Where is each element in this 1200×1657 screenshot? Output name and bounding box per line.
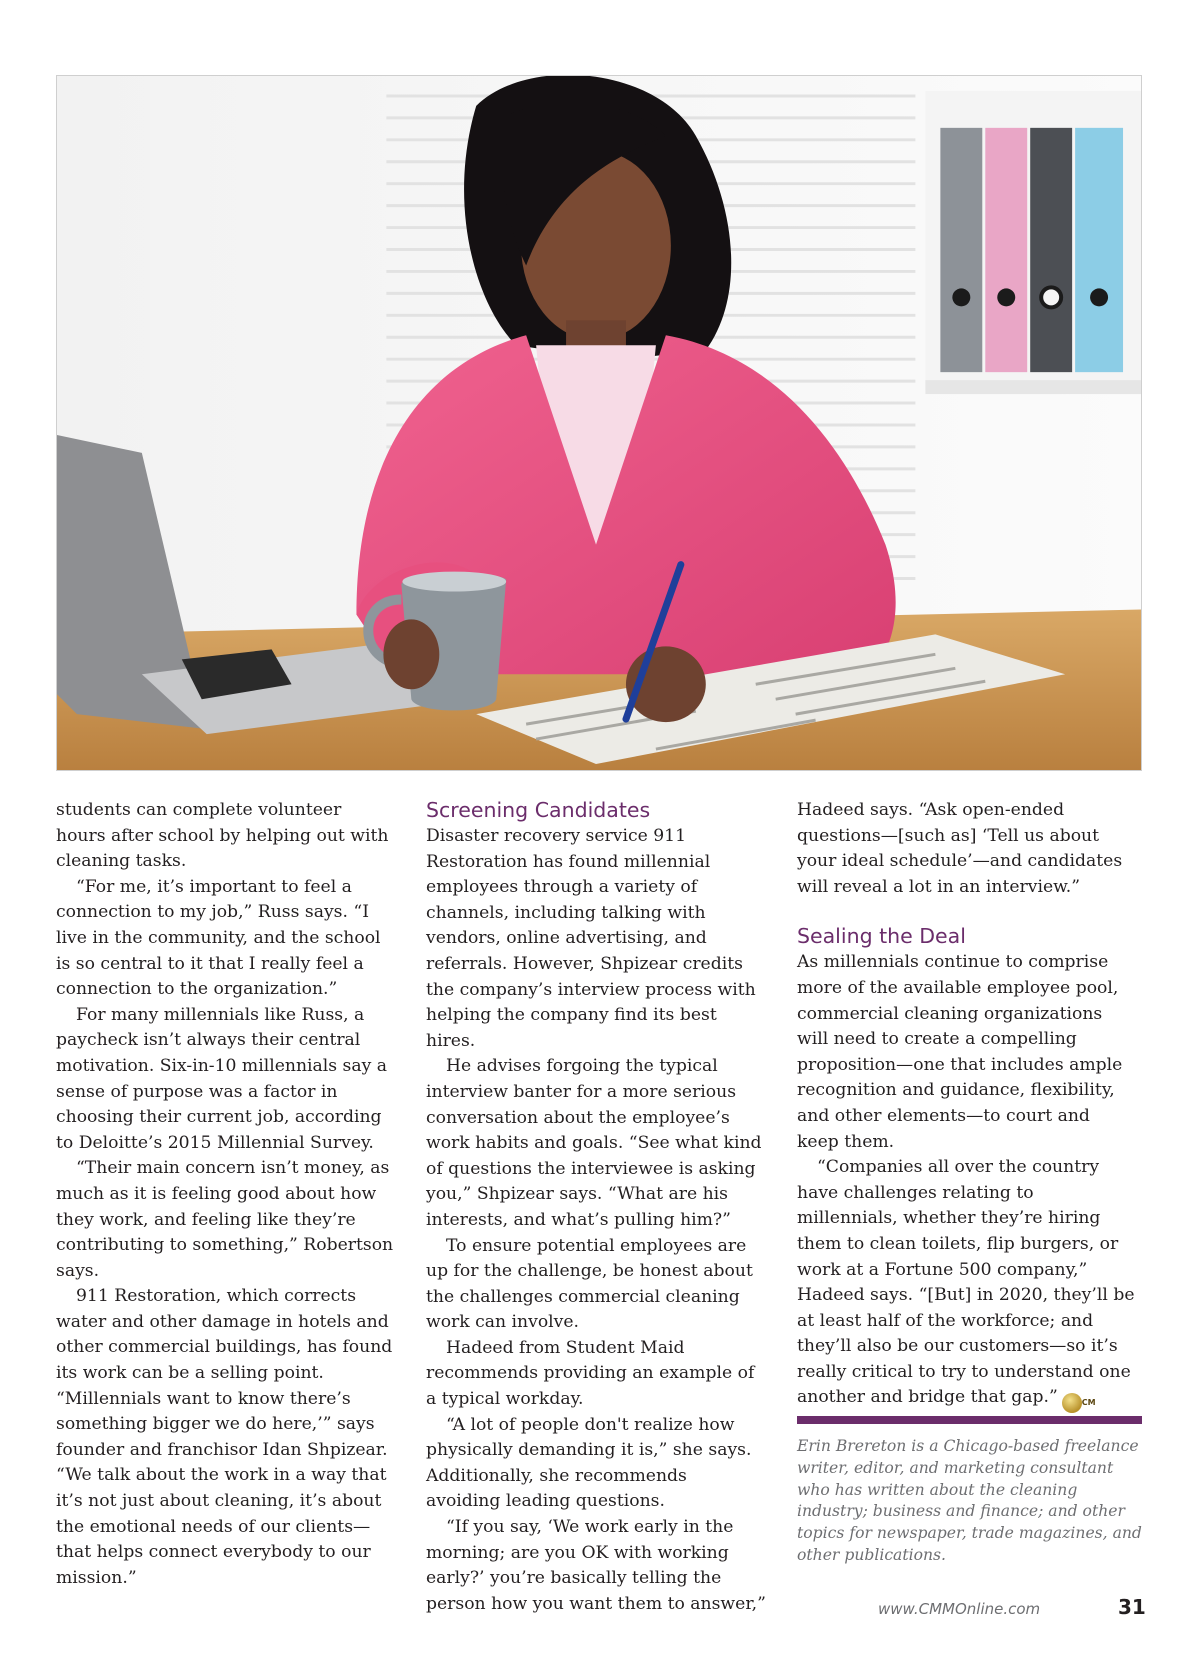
section-heading-sealing: Sealing the Deal	[797, 924, 966, 949]
bio-divider	[797, 1416, 1142, 1424]
section-heading-screening: Screening Candidates	[426, 798, 651, 822]
paragraph: 911 Restoration, which corrects water and other damage in hotels and other commercial buildings, has found its work can be a selling point. “Millennials want to know there’s something bigger we do here,’” says founder and franchisor Idan Shpizear. “We talk about the work in a way that it’s not just about cleaning, it’s about the emotional needs of our clients—that helps connect everybody to our mission.”	[56, 1286, 393, 1588]
paragraph: “Their main concern isn’t money, as much as it is feeling good about how they work, and feeling like they’re contributing to something,” Robertson says.	[56, 1158, 394, 1281]
paragraph: Hadeed says. “Ask open-ended questions—[such as] ‘Tell us about your ideal schedule’—and candidates will reveal a lot in an interview.”	[797, 800, 1123, 897]
paragraph: students can complete volunteer hours after school by helping out with cleaning tasks.	[56, 800, 389, 872]
footer-url: www.CMMOnline.com	[878, 1600, 1041, 1618]
paragraph: “For me, it’s important to feel a connection to my job,” Russ says. “I live in the community, and the school is so central to it that I really feel a connection to the organization.”	[56, 876, 381, 1000]
paragraph: For many millennials like Russ, a paycheck isn’t always their central motivation. Six-in-10 millennials say a sense of purpose was a factor in choosing their current job, according to Deloitte’s 2015 Millennial Survey.	[56, 1004, 388, 1153]
paragraph-final	[797, 1155, 1137, 1413]
paragraph: “If you say, ‘We work early in the morning; are you OK with working early?’ you’re basically telling the person how you want them to answer,”	[426, 1517, 766, 1614]
paragraph: Disaster recovery service 911 Restoration has found millennial employees through a variety of channels, including talking with vendors, online advertising, and referrals. However, Shpizear credits the company’s interview process with helping the company find its best hires.	[426, 826, 756, 1051]
author-bio	[797, 1436, 1142, 1567]
author-bio-text: Erin Brereton is a Chicago-based freelance writer, editor, and marketing consultant who has written about the cleaning industry; business and finance; and other topics for newspaper, trade magazines, and other publications.	[797, 1437, 1142, 1564]
paragraph: As millennials continue to comprise more of the available employee pool, commercial cleaning organizations will need to create a compelling proposition—one that includes ample recognition and guidance, flexibility, and other elements—to court and keep them.	[797, 952, 1123, 1152]
cmm-end-mark-icon: CM	[1062, 1393, 1082, 1413]
column-2	[426, 798, 766, 1617]
column-3	[797, 798, 1137, 1413]
paragraph: To ensure potential employees are up for the challenge, be honest about the challenges commercial cleaning work can involve.	[426, 1235, 753, 1333]
photo-woman-at-desk	[57, 76, 1141, 770]
page-number: 31	[1118, 1595, 1146, 1619]
article-photo	[56, 75, 1142, 771]
paragraph: He advises forgoing the typical interview banter for a more serious conversation about the employee’s work habits and goals. “See what kind of questions the interviewee is asking you,” Shpizear says. “What are his interests, and what’s pulling him?”	[426, 1056, 762, 1230]
paragraph: Hadeed from Student Maid recommends providing an example of a typical workday.	[426, 1337, 755, 1410]
paragraph: “A lot of people don't realize how physically demanding it is,” she says. Additionally, she recommends avoiding leading questions.	[426, 1414, 752, 1512]
paragraph-text: “Companies all over the country have challenges relating to millennials, whether they’re hiring them to clean toilets, flip burgers, or work at a Fortune 500 company,” Hadeed says. “[But] in 2020, they’ll be at least half of the workforce; and they’ll also be our customers—so it’s really critical to try to understand one another and bridge that gap.”	[797, 1157, 1135, 1408]
column-1	[56, 798, 396, 1591]
